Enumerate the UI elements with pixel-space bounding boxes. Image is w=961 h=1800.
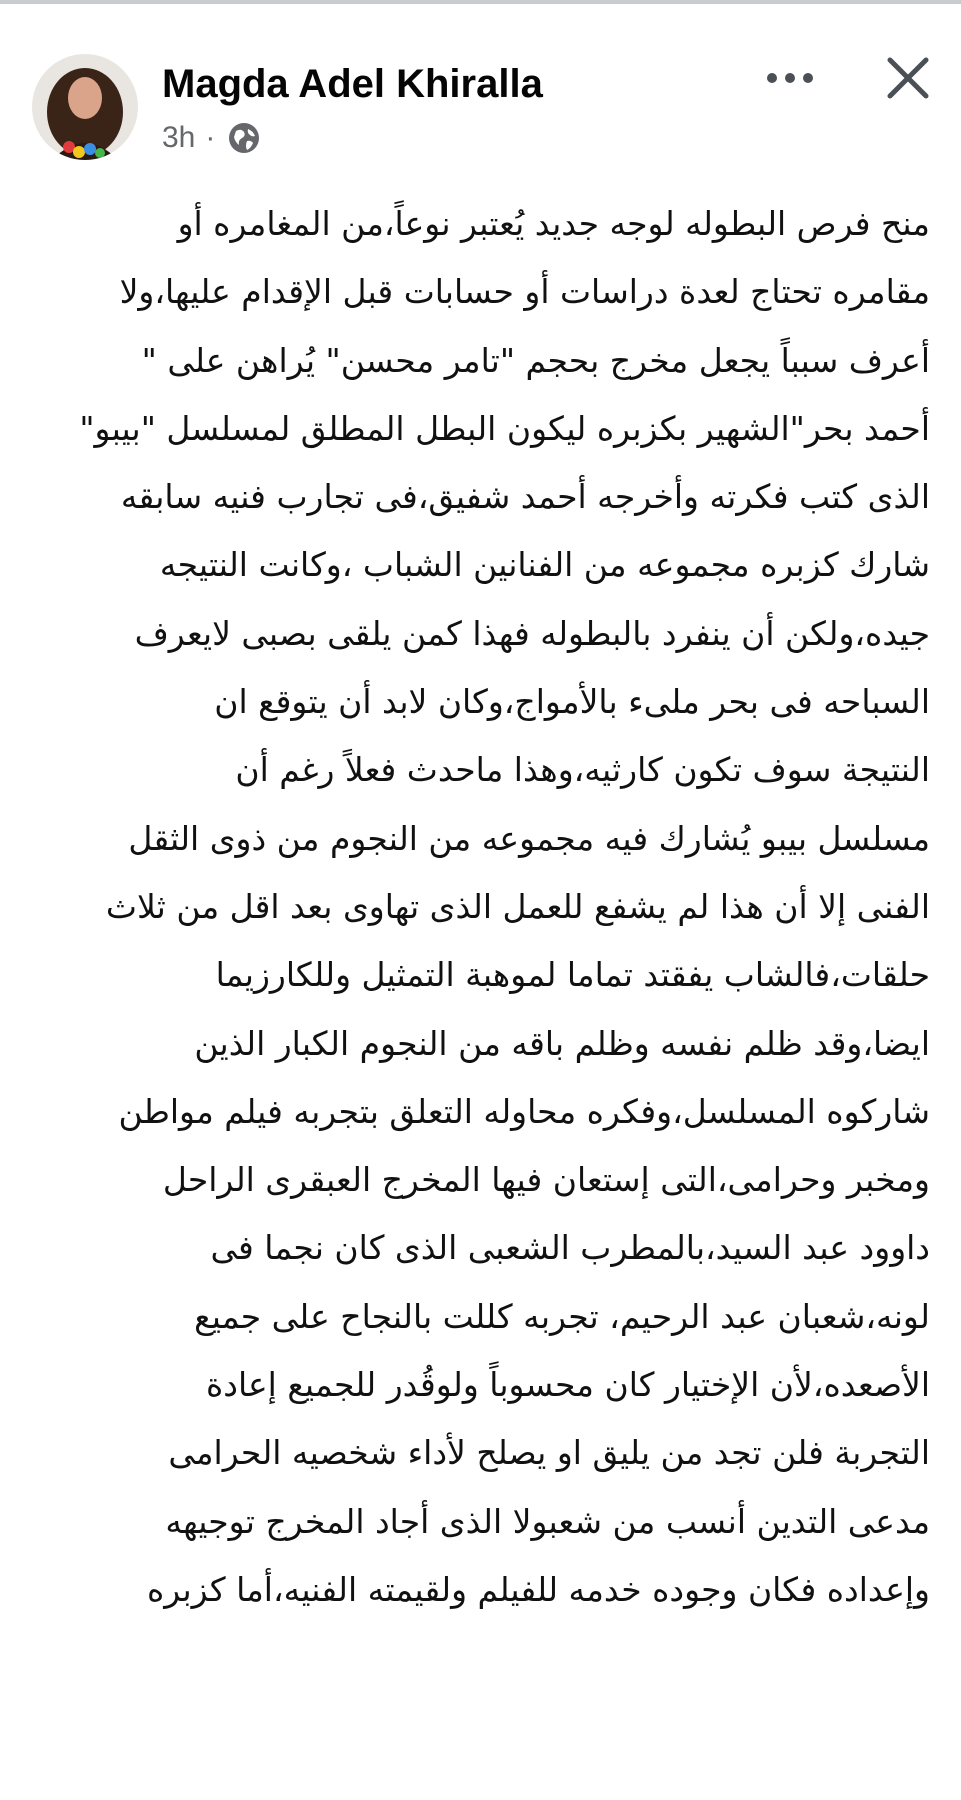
post-text-line: مدعى التدين أنسب من شعبولا الذى أجاد المخرج توجيهه xyxy=(165,1501,930,1541)
post-text-line: جيده،ولكن أن ينفرد بالبطوله فهذا كمن يلقى بصبى لايعرف xyxy=(134,613,930,653)
avatar[interactable] xyxy=(32,54,138,160)
post-text-line: الأصعده،لأن الإختيار كان محسوباً ولوقُدر للجميع إعادة xyxy=(205,1365,930,1405)
post-header xyxy=(0,4,961,164)
avatar-image xyxy=(32,54,138,160)
post-text-line: داوود عبد السيد،بالمطرب الشعبى الذى كان نجما فى xyxy=(210,1228,930,1268)
post-text-line: ايضا،وقد ظلم نفسه وظلم باقه من النجوم الكبار الذين xyxy=(194,1023,930,1063)
more-options-button[interactable] xyxy=(760,56,820,100)
more-horizontal-icon xyxy=(765,72,815,84)
post-text-line: ومخبر وحرامى،التى إستعان فيها المخرج العبقرى الراحل xyxy=(162,1160,930,1200)
close-button[interactable] xyxy=(880,50,936,106)
post-text-line: التجربة فلن تجد من يليق او يصلح لأداء شخصيه الحرامى xyxy=(168,1433,930,1473)
post-text-line: وإعداده فكان وجوده خدمه للفيلم ولقيمته الفنيه،أما كزبره xyxy=(146,1569,930,1609)
globe-icon xyxy=(227,121,261,155)
post-text-line: حلقات،فالشاب يفقتد تماما لموهبة التمثيل وللكارزيما xyxy=(215,955,930,995)
post-text-line: شارك كزبره مجموعه من الفنانين الشباب ،وكانت النتيجه xyxy=(159,545,930,585)
author-name[interactable]: Magda Adel Khiralla xyxy=(162,62,543,106)
post-text-line: شاركوه المسلسل،وفكره محاوله التعلق بتجربه فيلم مواطن xyxy=(118,1091,930,1131)
post-text xyxy=(40,190,930,1624)
post-text-line: السباحه فى بحر ملىء بالأمواج،وكان لابد أن يتوقع ان xyxy=(214,682,930,722)
post-text-line: أحمد بحر"الشهير بكزبره ليكون البطل المطلق لمسلسل "بيبو" xyxy=(79,408,930,448)
meta-separator: · xyxy=(205,121,216,154)
post-text-line: منح فرص البطوله لوجه جديد يُعتبر نوعاً،من المغامره أو xyxy=(177,204,930,243)
post-text-line: لونه،شعبان عبد الرحيم، تجربه كللت بالنجاح على جميع xyxy=(194,1296,930,1336)
post-text-line: أعرف سبباً يجعل مخرج بحجم "تامر محسن" يُراهن على " xyxy=(141,340,930,380)
post-text-line: الفنى إلا أن هذا لم يشفع للعمل الذى تهاوى بعد اقل من ثلاث xyxy=(105,886,930,926)
close-icon xyxy=(885,55,931,101)
post-text-line: مسلسل بيبو يُشارك فيه مجموعه من النجوم من ذوى الثقل xyxy=(128,818,930,858)
post-text-line: مقامره تحتاج لعدة دراسات أو حسابات قبل الإقدام عليها،ولا xyxy=(119,272,930,312)
post-text-line: النتيجة سوف تكون كارثيه،وهذا ماحدث فعلاً رغم أن xyxy=(235,750,930,790)
post-text-line: الذى كتب فكرته وأخرجه أحمد شفيق،فى تجارب فنيه سابقه xyxy=(120,477,930,517)
post-timestamp[interactable]: 3h xyxy=(162,121,196,154)
post-meta xyxy=(162,118,261,158)
